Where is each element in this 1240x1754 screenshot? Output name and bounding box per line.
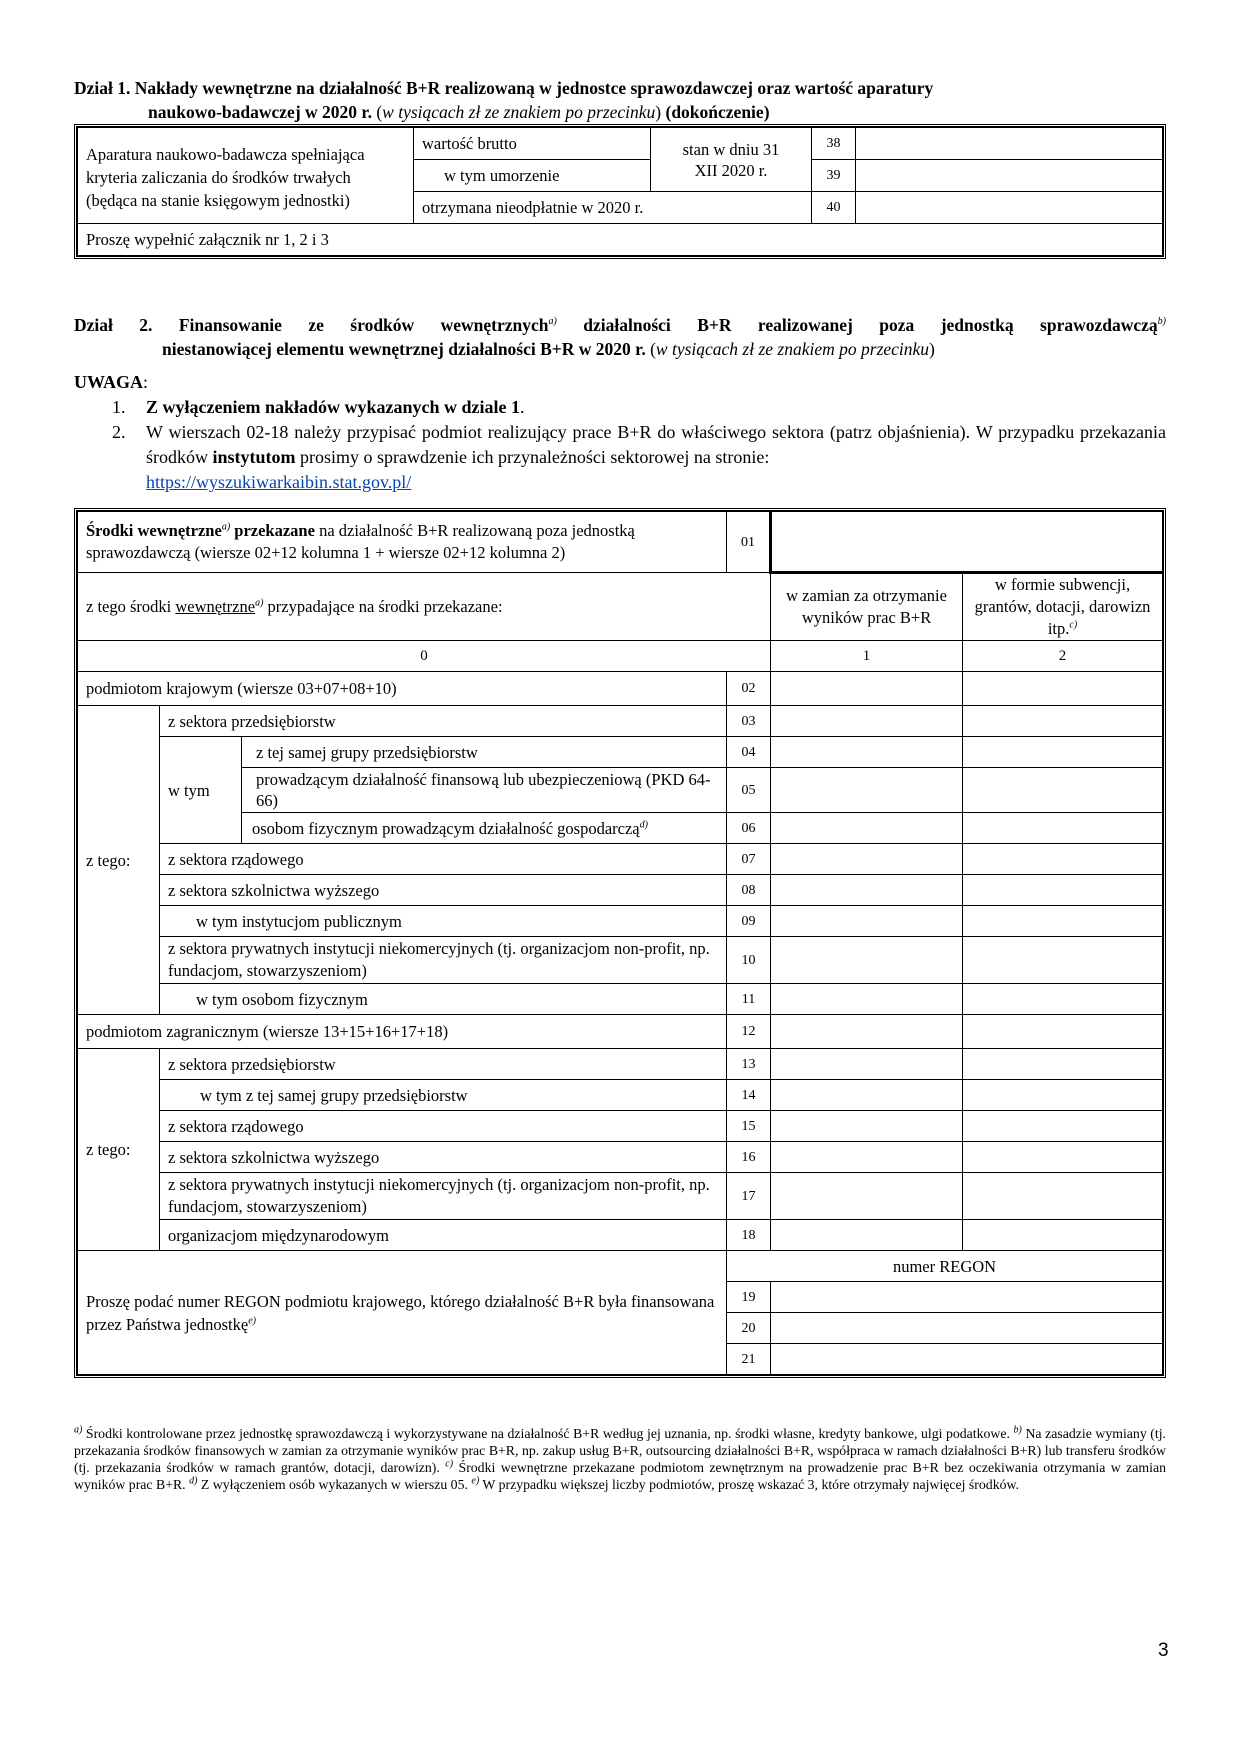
row01-label: Środki wewnętrzne$^{a)}$ przekazane na działalność B+R realizowaną poza jednostką sprawozdawczą (wiersze 02+12 kolumna 1 + wiersze 02+12 kolumna 2) bbox=[78, 512, 727, 573]
row-number: 16 bbox=[727, 1142, 771, 1173]
input-cell[interactable] bbox=[963, 1111, 1163, 1142]
regon-input-20[interactable] bbox=[771, 1313, 1163, 1344]
input-cell[interactable] bbox=[963, 906, 1163, 937]
wyszukiwarka-link[interactable]: https://wyszukiwarkaibin.stat.gov.pl/ bbox=[146, 472, 412, 492]
stan-w-dniu-label: stan w dniu 31 XII 2020 r. bbox=[651, 128, 812, 192]
row-number: 04 bbox=[727, 737, 771, 768]
input-cell[interactable] bbox=[963, 706, 1163, 737]
row-number: 14 bbox=[727, 1080, 771, 1111]
row-label: podmiotom krajowym (wiersze 03+07+08+10) bbox=[78, 672, 727, 706]
regon-label: Proszę podać numer REGON podmiotu krajowego, którego działalność B+R była finansowana przez Państwa jednostkę$^{e)}$ bbox=[78, 1251, 727, 1375]
row-number: 07 bbox=[727, 844, 771, 875]
row-number: 18 bbox=[727, 1220, 771, 1251]
dzial1-title: Dział 1. Nakłady wewnętrzne na działalność B+R realizowaną w jednostce sprawozdawczej oraz wartość aparatury naukowo-badawczej w 2020 r. (w tysiącach zł ze znakiem po przecinku) (dokończenie) bbox=[74, 78, 934, 122]
input-cell[interactable] bbox=[963, 984, 1163, 1015]
input-cell[interactable] bbox=[963, 844, 1163, 875]
input-cell[interactable] bbox=[963, 768, 1163, 813]
input-cell[interactable] bbox=[771, 1220, 963, 1251]
z-tego-srodki-label: z tego środki wewnętrzne$^{a)}$ przypadające na środki przekazane: bbox=[78, 573, 771, 641]
row-number: 13 bbox=[727, 1049, 771, 1080]
input-cell[interactable] bbox=[963, 937, 1163, 984]
row-label: z sektora rządowego bbox=[160, 1111, 727, 1142]
input-cell[interactable] bbox=[963, 1220, 1163, 1251]
row-number: 19 bbox=[727, 1282, 771, 1313]
z-tego-label: z tego: bbox=[78, 1049, 160, 1251]
dzial1-table bbox=[74, 124, 1166, 259]
input-cell[interactable] bbox=[771, 906, 963, 937]
row-number: 12 bbox=[727, 1015, 771, 1049]
input-cell-01[interactable] bbox=[771, 512, 1163, 573]
input-cell-38[interactable] bbox=[856, 128, 1163, 160]
row-label: osobom fizycznym prowadzącym działalność gospodarczą$^{d)}$ bbox=[242, 813, 727, 844]
row-label: z sektora rządowego bbox=[160, 844, 727, 875]
row-number: 17 bbox=[727, 1173, 771, 1220]
row-number: 39 bbox=[812, 160, 856, 192]
col1-header: w zamian za otrzymanie wyników prac B+R bbox=[771, 573, 963, 641]
input-cell[interactable] bbox=[771, 937, 963, 984]
row-label: z sektora prywatnych instytucji niekomercyjnych (tj. organizacjom non-profit, np. fundacjom, stowarzyszeniom) bbox=[160, 937, 727, 984]
row-number: 08 bbox=[727, 875, 771, 906]
input-cell[interactable] bbox=[963, 1173, 1163, 1220]
row-number: 03 bbox=[727, 706, 771, 737]
input-cell[interactable] bbox=[963, 737, 1163, 768]
row-label: z sektora przedsiębiorstw bbox=[160, 706, 727, 737]
input-cell[interactable] bbox=[771, 706, 963, 737]
input-cell[interactable] bbox=[771, 672, 963, 706]
row-label: w tym instytucjom publicznym bbox=[160, 906, 727, 937]
input-cell[interactable] bbox=[963, 875, 1163, 906]
page-number: 3 bbox=[1158, 1640, 1169, 1661]
row-number: 38 bbox=[812, 128, 856, 160]
otrzymana-label: otrzymana nieodpłatnie w 2020 r. bbox=[414, 192, 812, 224]
row-number: 06 bbox=[727, 813, 771, 844]
dzial2-table bbox=[74, 508, 1166, 1378]
row-label: z tej samej grupy przedsiębiorstw bbox=[242, 737, 727, 768]
row-number: 15 bbox=[727, 1111, 771, 1142]
input-cell[interactable] bbox=[771, 1142, 963, 1173]
aparatura-label: Aparatura naukowo-badawcza spełniająca kryteria zaliczania do środków trwałych (będąca na stanie księgowym jednostki) bbox=[78, 128, 414, 224]
z-tego-label: z tego: bbox=[78, 706, 160, 1015]
input-cell[interactable] bbox=[771, 1049, 963, 1080]
row-number: 40 bbox=[812, 192, 856, 224]
input-cell-40[interactable] bbox=[856, 192, 1163, 224]
input-cell[interactable] bbox=[963, 1049, 1163, 1080]
row-number: 05 bbox=[727, 768, 771, 813]
wartosc-brutto-label: wartość brutto bbox=[414, 128, 651, 160]
footnotes: $^{a)}$ Środki kontrolowane przez jednostkę sprawozdawczą i wykorzystywane na działalność B+R według jej uznania, np. środki własne, kredyty bankowe, ulgi podatkowe. $^{b)}$ Na zasadzie wymiany (tj. przekazania środków finansowych w zamian za otrzymanie wyników prac B+R, np. zakup usług B+R, outsourcing działalności B+R, współpraca w ramach działalności B+R) lub transferu środków (tj. przekazania środków w ramach grantów, dotacji, darowizn). $^{c)}$ Środki wewnętrzne przekazane podmiotom zewnętrznym na prowadzenie prac B+R bez oczekiwania otrzymania w zamian wyników prac B+R. $^{d)}$ Z wyłączeniem osób wykazanych w wierszu 05. $^{e)}$ W przypadku większej liczby podmiotów, proszę wskazać 3, które otrzymały najwięcej środków. bbox=[74, 1424, 1166, 1492]
row-label: prowadzącym działalność finansową lub ubezpieczeniową (PKD 64-66) bbox=[242, 768, 727, 813]
row-label: w tym z tej samej grupy przedsiębiorstw bbox=[160, 1080, 727, 1111]
row-label: z sektora przedsiębiorstw bbox=[160, 1049, 727, 1080]
regon-input-21[interactable] bbox=[771, 1344, 1163, 1375]
uwaga-section: UWAGA: 1. Z wyłączeniem nakładów wykazanych w dziale 1. 2. W wierszach 02-18 należy przypisać podmiot realizujący prace B+R do właściwego sektora (patrz objaśnienia). W przypadku przekazania środków instytutom prosimy o sprawdzenie ich przynależności sektorowej na stronie: https://wyszukiwarkaibin.stat.gov.pl/ bbox=[74, 372, 1166, 492]
row-label: w tym osobom fizycznym bbox=[160, 984, 727, 1015]
row-number: 11 bbox=[727, 984, 771, 1015]
row-number: 01 bbox=[727, 512, 771, 573]
input-cell[interactable] bbox=[771, 1173, 963, 1220]
input-cell[interactable] bbox=[771, 1080, 963, 1111]
row-number: 10 bbox=[727, 937, 771, 984]
umorzenie-label: w tym umorzenie bbox=[414, 160, 651, 192]
input-cell[interactable] bbox=[771, 844, 963, 875]
row-label: z sektora prywatnych instytucji niekomercyjnych (tj. organizacjom non-profit, np. fundacjom, stowarzyszeniom) bbox=[160, 1173, 727, 1220]
row-label: podmiotom zagranicznym (wiersze 13+15+16+17+18) bbox=[78, 1015, 727, 1049]
column-number: 2 bbox=[963, 641, 1163, 672]
row-label: z sektora szkolnictwa wyższego bbox=[160, 1142, 727, 1173]
row-number: 21 bbox=[727, 1344, 771, 1375]
row-number: 09 bbox=[727, 906, 771, 937]
row-label: organizacjom międzynarodowym bbox=[160, 1220, 727, 1251]
input-cell[interactable] bbox=[963, 1142, 1163, 1173]
input-cell-39[interactable] bbox=[856, 160, 1163, 192]
input-cell[interactable] bbox=[771, 1015, 963, 1049]
input-cell[interactable] bbox=[963, 672, 1163, 706]
w-tym-label: w tym bbox=[160, 737, 242, 844]
input-cell[interactable] bbox=[771, 813, 963, 844]
dzial2-title: Dział 2. Finansowanie ze środków wewnętrznych$^{a)}$ działalności B+R realizowanej poza jednostką sprawozdawczą$^{b)}$ niestanowiącej elementu wewnętrznej działalności B+R w 2020 r. (w tysiącach zł ze znakiem po przecinku) bbox=[74, 315, 1167, 359]
column-number: 1 bbox=[771, 641, 963, 672]
input-cell[interactable] bbox=[963, 813, 1163, 844]
col2-header: w formie subwencji, grantów, dotacji, darowizn itp.$^{c)}$ bbox=[963, 573, 1163, 641]
input-cell[interactable] bbox=[771, 737, 963, 768]
regon-input-19[interactable] bbox=[771, 1282, 1163, 1313]
input-cell[interactable] bbox=[771, 768, 963, 813]
regon-header: numer REGON bbox=[727, 1251, 1163, 1282]
input-cell[interactable] bbox=[771, 984, 963, 1015]
row-label: z sektora szkolnictwa wyższego bbox=[160, 875, 727, 906]
column-number: 0 bbox=[78, 641, 771, 672]
input-cell[interactable] bbox=[771, 875, 963, 906]
zalacznik-note: Proszę wypełnić załącznik nr 1, 2 i 3 bbox=[78, 224, 1163, 256]
row-number: 20 bbox=[727, 1313, 771, 1344]
input-cell[interactable] bbox=[771, 1111, 963, 1142]
input-cell[interactable] bbox=[963, 1080, 1163, 1111]
row-number: 02 bbox=[727, 672, 771, 706]
input-cell[interactable] bbox=[963, 1015, 1163, 1049]
